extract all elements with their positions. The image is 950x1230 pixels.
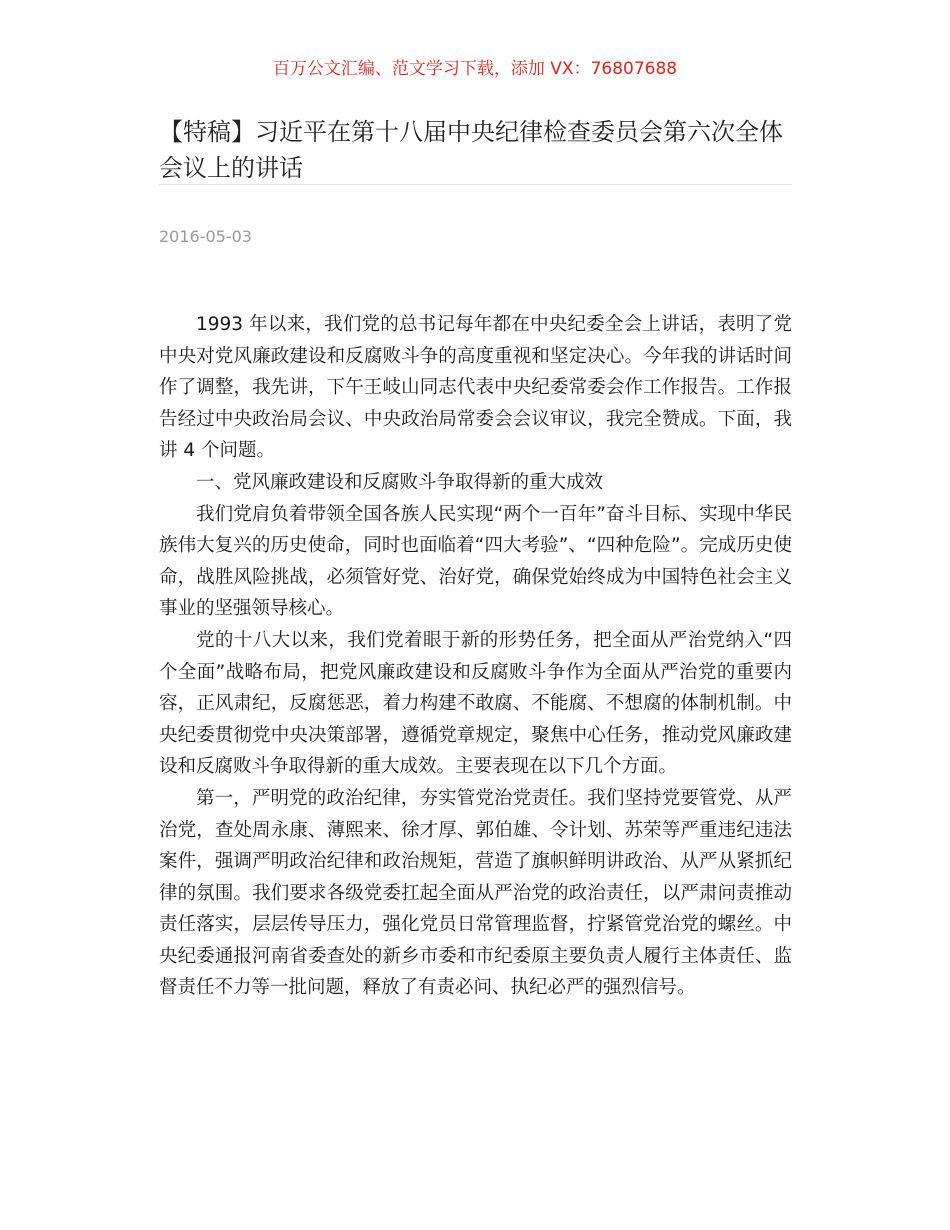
publish-date: 2016-05-03 (159, 227, 252, 246)
promo-banner: 百万公文汇编、范文学习下载，添加 VX：76807688 (272, 59, 678, 79)
paragraph: 第一，严明党的政治纪律，夯实管党治党责任。我们坚持党要管党、从严治党，查处周永康、薄熙来、徐才厚、郭伯雄、令计划、苏荣等严重违纪违法案件，强调严明政治纪律和政治规矩，营造了旗帜鲜明讲政治、从严从紧抓纪律的氛围。我们要求各级党委扛起全面从严治党的政治责任，以严肃问责推动责任落实，层层传导压力，强化党员日常管理监督，拧紧管党治党的螺丝。中央纪委通报河南省委查处的新乡市委和市纪委原主要负责人履行主体责任、监督责任不力等一批问题，释放了有责必问、执纪必严的强烈信号。 (159, 787, 792, 999)
paragraph: 党的十八大以来，我们党着眼于新的形势任务，把全面从严治党纳入“四个全面”战略布局，把党风廉政建设和反腐败斗争作为全面从严治党的重要内容，正风肃纪，反腐惩恶，着力构建不敢腐、不能腐、不想腐的体制机制。中央纪委贯彻党中央决策部署，遵循党章规定，聚焦中心任务，推动党风廉政建设和反腐败斗争取得新的重大成效。主要表现在以下几个方面。 (159, 629, 792, 778)
title-divider (159, 184, 792, 185)
paragraph: 我们党肩负着带领全国各族人民实现“两个一百年”奋斗目标、实现中华民族伟大复兴的历史使命，同时也面临着“四大考验”、“四种危险”。完成历史使命，战胜风险挑战，必须管好党、治好党，确保党始终成为中国特色社会主义事业的坚强领导核心。 (159, 503, 792, 620)
section-heading-1: 一、党风廉政建设和反腐败斗争取得新的重大成效 (196, 471, 604, 493)
article-body (159, 309, 792, 1004)
article-title: 【特稿】习近平在第十八届中央纪律检查委员会第六次全体会议上的讲话 (159, 118, 783, 182)
paragraph-intro: 1993 年以来，我们党的总书记每年都在中央纪委全会上讲话，表明了党中央对党风廉政建设和反腐败斗争的高度重视和坚定决心。今年我的讲话时间作了调整，我先讲，下午王岐山同志代表中央纪委常委会作工作报告。工作报告经过中央政治局会议、中央政治局常委会会议审议，我完全赞成。下面，我讲 4 个问题。 (159, 314, 792, 462)
